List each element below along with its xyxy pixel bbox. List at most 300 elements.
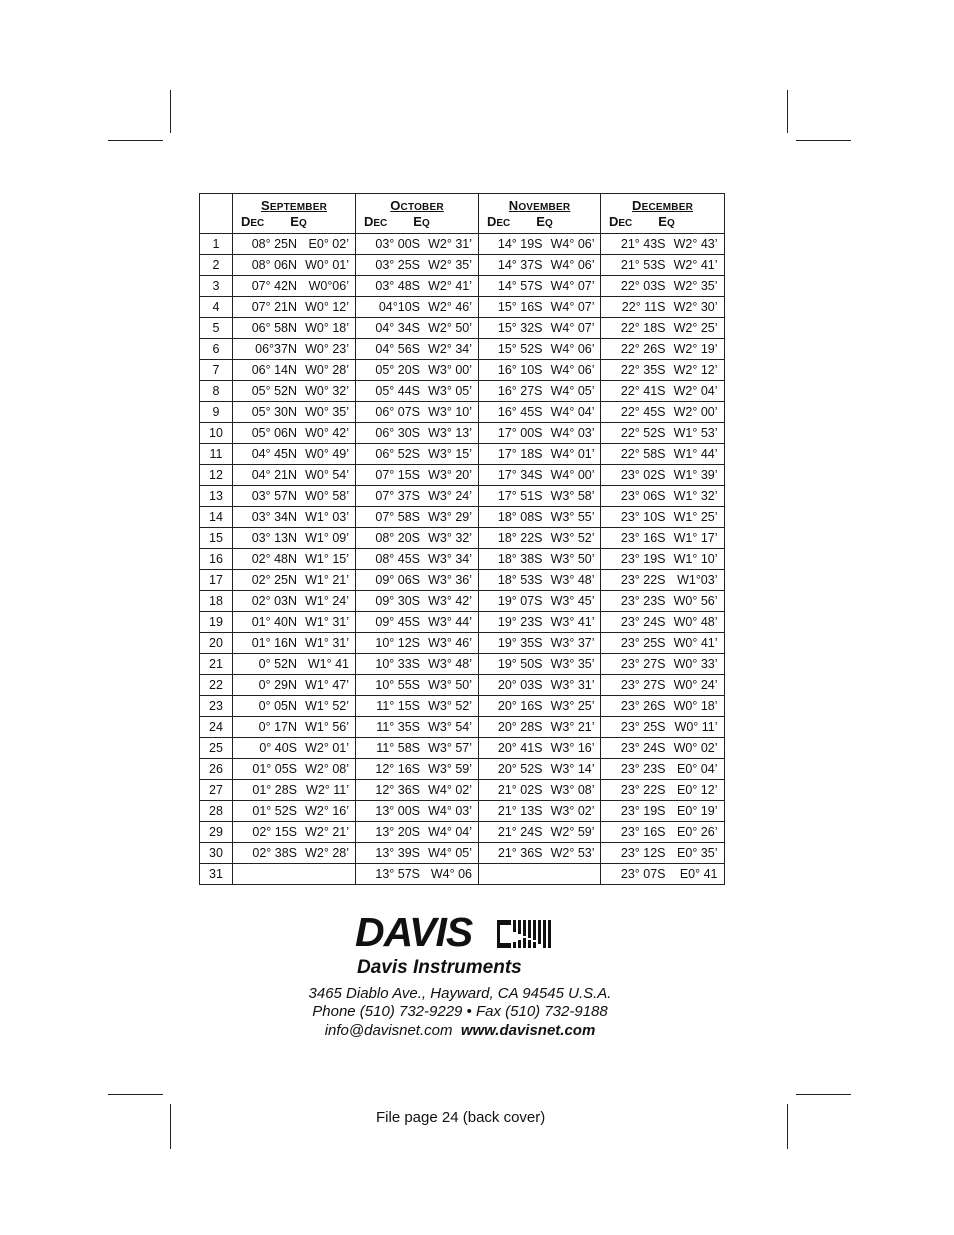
declination-value: 23° 22S bbox=[620, 573, 666, 587]
dec-eq-cell bbox=[233, 465, 356, 486]
crop-mark bbox=[170, 90, 171, 133]
month-header bbox=[601, 194, 725, 234]
table-row bbox=[200, 696, 725, 717]
dec-label: DEC bbox=[609, 214, 633, 229]
declination-value: 20° 41S bbox=[497, 741, 543, 755]
declination-value: 01° 28S bbox=[252, 783, 297, 797]
dec-eq-cell bbox=[233, 528, 356, 549]
declination-value: 20° 16S bbox=[497, 699, 543, 713]
dec-eq-cell bbox=[479, 591, 601, 612]
table-row bbox=[200, 318, 725, 339]
equation-of-time-value: W4° 04’ bbox=[550, 405, 595, 419]
day-number-cell: 25 bbox=[200, 738, 233, 759]
equation-of-time-value: W0° 48’ bbox=[673, 615, 718, 629]
declination-value: 07° 15S bbox=[375, 468, 420, 482]
table-row bbox=[200, 507, 725, 528]
website-link[interactable]: www.davisnet.com bbox=[460, 1022, 596, 1039]
declination-value: 05° 52N bbox=[251, 384, 297, 398]
day-number-cell: 17 bbox=[200, 570, 233, 591]
table-row bbox=[200, 444, 725, 465]
declination-value: 20° 52S bbox=[497, 762, 543, 776]
equation-of-time-value: W1°03’ bbox=[677, 573, 718, 587]
equation-of-time-value: W4° 07’ bbox=[550, 300, 595, 314]
declination-value: 04° 56S bbox=[375, 342, 420, 356]
declination-value: 08° 20S bbox=[375, 531, 420, 545]
declination-value: 05° 20S bbox=[375, 363, 420, 377]
declination-value: 06° 52S bbox=[375, 447, 420, 461]
dec-eq-cell bbox=[601, 864, 725, 885]
equation-of-time-value: W2° 43’ bbox=[673, 237, 718, 251]
dec-eq-cell bbox=[601, 570, 725, 591]
equation-of-time-value: W3° 42’ bbox=[428, 594, 472, 608]
dec-eq-subheader bbox=[356, 215, 478, 231]
declination-value: 23° 24S bbox=[620, 741, 666, 755]
dec-eq-cell bbox=[479, 654, 601, 675]
dec-eq-cell bbox=[233, 591, 356, 612]
table-row bbox=[200, 822, 725, 843]
dec-eq-cell bbox=[356, 738, 479, 759]
declination-value: 23° 19S bbox=[620, 552, 666, 566]
equation-of-time-value: W2° 53’ bbox=[550, 846, 595, 860]
declination-value: 04°10S bbox=[378, 300, 420, 314]
equation-of-time-value: W0° 24’ bbox=[673, 678, 718, 692]
table-row bbox=[200, 381, 725, 402]
dec-eq-cell bbox=[479, 717, 601, 738]
declination-value: 15° 16S bbox=[497, 300, 543, 314]
equation-of-time-value: W1° 32’ bbox=[673, 489, 718, 503]
dec-eq-cell bbox=[233, 318, 356, 339]
declination-value: 11° 15S bbox=[376, 699, 420, 713]
dec-eq-cell bbox=[479, 297, 601, 318]
equation-of-time-value: W2° 41’ bbox=[673, 258, 718, 272]
dec-eq-cell bbox=[356, 339, 479, 360]
dec-eq-cell bbox=[479, 276, 601, 297]
dec-eq-cell bbox=[356, 801, 479, 822]
equation-of-time-value: E0° 26’ bbox=[677, 825, 718, 839]
declination-value: 23° 12S bbox=[620, 846, 666, 860]
crop-mark bbox=[787, 90, 788, 133]
table-row bbox=[200, 801, 725, 822]
dec-eq-cell bbox=[233, 801, 356, 822]
dec-eq-cell bbox=[356, 528, 479, 549]
dec-eq-cell bbox=[479, 780, 601, 801]
email-link[interactable]: info@davisnet.com bbox=[324, 1022, 453, 1039]
day-number-cell: 24 bbox=[200, 717, 233, 738]
table-row bbox=[200, 276, 725, 297]
dec-label: DEC bbox=[241, 214, 265, 229]
declination-value: 23° 16S bbox=[620, 825, 666, 839]
table-row bbox=[200, 297, 725, 318]
dec-eq-subheader bbox=[233, 215, 355, 231]
equation-of-time-value: W1° 44’ bbox=[673, 447, 718, 461]
declination-value: 19° 07S bbox=[497, 594, 543, 608]
equation-of-time-value: W3° 25’ bbox=[550, 699, 595, 713]
declination-value: 17° 51S bbox=[497, 489, 543, 503]
equation-of-time-value: W3° 50’ bbox=[550, 552, 595, 566]
dec-eq-cell bbox=[601, 738, 725, 759]
equation-of-time-value: W3° 24’ bbox=[428, 489, 472, 503]
declination-value: 22° 58S bbox=[620, 447, 666, 461]
dec-eq-cell bbox=[601, 528, 725, 549]
dec-eq-subheader bbox=[479, 215, 600, 231]
dec-eq-cell bbox=[479, 339, 601, 360]
table-body bbox=[200, 234, 725, 885]
declination-value: 01° 52S bbox=[252, 804, 297, 818]
equation-of-time-value: W4° 06’ bbox=[550, 237, 595, 251]
dec-label: DEC bbox=[364, 214, 388, 229]
equation-of-time-value: W3° 31’ bbox=[550, 678, 595, 692]
footer-file-page: File page 24 (back cover) bbox=[376, 1109, 546, 1126]
equation-of-time-value: W0° 23’ bbox=[305, 342, 349, 356]
declination-value: 23° 25S bbox=[620, 720, 666, 734]
equation-of-time-value: W3° 46’ bbox=[428, 636, 472, 650]
equation-of-time-value: W1° 31’ bbox=[305, 615, 349, 629]
equation-of-time-value: W0° 49’ bbox=[305, 447, 349, 461]
declination-value: 13° 39S bbox=[375, 846, 420, 860]
equation-of-time-value: W3° 29’ bbox=[428, 510, 472, 524]
equation-of-time-value: W3° 15’ bbox=[428, 447, 472, 461]
declination-value: 03° 25S bbox=[375, 258, 420, 272]
dec-eq-cell bbox=[479, 864, 601, 885]
dec-eq-cell bbox=[356, 423, 479, 444]
declination-value: 01° 16N bbox=[251, 636, 297, 650]
day-number-cell: 20 bbox=[200, 633, 233, 654]
equation-of-time-value: W4° 01’ bbox=[550, 447, 595, 461]
dec-eq-cell bbox=[356, 633, 479, 654]
table-row bbox=[200, 738, 725, 759]
dec-eq-cell bbox=[601, 360, 725, 381]
equation-of-time-value: W4° 05’ bbox=[550, 384, 595, 398]
dec-eq-cell bbox=[479, 402, 601, 423]
equation-of-time-value: W0° 01’ bbox=[305, 258, 349, 272]
declination-value: 05° 06N bbox=[251, 426, 297, 440]
day-number-cell: 23 bbox=[200, 696, 233, 717]
equation-of-time-value: W4° 05’ bbox=[428, 846, 472, 860]
day-number-cell: 1 bbox=[200, 234, 233, 255]
dec-eq-cell bbox=[601, 717, 725, 738]
month-name: SEPTEMBER bbox=[260, 198, 328, 213]
equation-of-time-value: W1° 10’ bbox=[673, 552, 718, 566]
dec-eq-cell bbox=[601, 486, 725, 507]
equation-of-time-value: W2° 30’ bbox=[673, 300, 718, 314]
day-number-cell: 3 bbox=[200, 276, 233, 297]
declination-value: 0° 52N bbox=[258, 657, 297, 671]
equation-of-time-value: W3° 08’ bbox=[550, 783, 595, 797]
dec-eq-cell bbox=[356, 843, 479, 864]
day-number-cell: 29 bbox=[200, 822, 233, 843]
day-number-cell: 16 bbox=[200, 549, 233, 570]
declination-value: 08° 45S bbox=[375, 552, 420, 566]
dec-eq-cell bbox=[233, 486, 356, 507]
declination-value: 10° 12S bbox=[375, 636, 420, 650]
table-row bbox=[200, 402, 725, 423]
dec-eq-cell bbox=[479, 423, 601, 444]
declination-value: 17° 18S bbox=[497, 447, 543, 461]
declination-value: 23° 27S bbox=[620, 657, 666, 671]
dec-eq-cell bbox=[356, 381, 479, 402]
equation-of-time-value: W1° 21’ bbox=[305, 573, 349, 587]
table-row bbox=[200, 486, 725, 507]
dec-eq-cell bbox=[233, 234, 356, 255]
table-row bbox=[200, 465, 725, 486]
table-header-row bbox=[200, 194, 725, 234]
table-row bbox=[200, 339, 725, 360]
dec-eq-cell bbox=[233, 675, 356, 696]
declination-value: 12° 16S bbox=[375, 762, 420, 776]
dec-eq-cell bbox=[601, 822, 725, 843]
equation-of-time-value: W4° 03’ bbox=[550, 426, 595, 440]
day-number-cell: 6 bbox=[200, 339, 233, 360]
dec-eq-cell bbox=[233, 276, 356, 297]
equation-of-time-value: W3° 00’ bbox=[428, 363, 472, 377]
declination-value: 06° 30S bbox=[375, 426, 420, 440]
dec-eq-cell bbox=[356, 675, 479, 696]
day-number-cell: 31 bbox=[200, 864, 233, 885]
company-phone-fax: Phone (510) 732-9229 • Fax (510) 732-9188 bbox=[312, 1003, 608, 1020]
table-row bbox=[200, 255, 725, 276]
day-number-cell: 27 bbox=[200, 780, 233, 801]
day-column-header bbox=[200, 194, 233, 234]
brand-name: Davis Instruments bbox=[357, 957, 522, 978]
declination-value: 14° 37S bbox=[497, 258, 543, 272]
declination-value: 02° 03N bbox=[251, 594, 297, 608]
equation-of-time-value: W4° 06’ bbox=[550, 342, 595, 356]
declination-value: 02° 48N bbox=[251, 552, 297, 566]
day-number-cell: 10 bbox=[200, 423, 233, 444]
equation-of-time-value: W3° 10’ bbox=[428, 405, 472, 419]
declination-value: 23° 23S bbox=[620, 762, 666, 776]
equation-of-time-value: E0° 41 bbox=[679, 867, 718, 881]
dec-eq-cell bbox=[601, 612, 725, 633]
equation-of-time-value: W1° 15’ bbox=[305, 552, 349, 566]
equation-of-time-value: W0° 33’ bbox=[673, 657, 718, 671]
dec-eq-cell bbox=[601, 465, 725, 486]
declination-value: 18° 08S bbox=[497, 510, 543, 524]
declination-value: 04° 21N bbox=[251, 468, 297, 482]
equation-of-time-value: W1° 56’ bbox=[305, 720, 349, 734]
declination-value: 0° 29N bbox=[258, 678, 297, 692]
dec-eq-cell bbox=[601, 234, 725, 255]
declination-value: 09° 06S bbox=[375, 573, 420, 587]
declination-value: 12° 36S bbox=[375, 783, 420, 797]
dec-eq-cell bbox=[479, 759, 601, 780]
dec-eq-cell bbox=[601, 402, 725, 423]
equation-of-time-value: W0° 41’ bbox=[673, 636, 718, 650]
dec-eq-cell bbox=[479, 318, 601, 339]
dec-eq-cell bbox=[479, 843, 601, 864]
day-number-cell: 13 bbox=[200, 486, 233, 507]
dec-eq-cell bbox=[601, 339, 725, 360]
declination-value: 06°37N bbox=[255, 342, 297, 356]
equation-of-time-value: W1° 25’ bbox=[673, 510, 718, 524]
declination-value: 23° 19S bbox=[620, 804, 666, 818]
dec-eq-cell bbox=[356, 612, 479, 633]
dec-eq-subheader bbox=[601, 215, 724, 231]
equation-of-time-value: W1° 17’ bbox=[673, 531, 718, 545]
dec-eq-cell bbox=[479, 570, 601, 591]
dec-eq-cell bbox=[601, 507, 725, 528]
table-row bbox=[200, 759, 725, 780]
equation-of-time-value: W2° 19’ bbox=[673, 342, 718, 356]
declination-value: 03° 34N bbox=[251, 510, 297, 524]
declination-value: 23° 26S bbox=[620, 699, 666, 713]
declination-value: 05° 30N bbox=[251, 405, 297, 419]
declination-value: 19° 23S bbox=[497, 615, 543, 629]
declination-value: 03° 00S bbox=[375, 237, 420, 251]
declination-value: 01° 05S bbox=[252, 762, 297, 776]
equation-of-time-value: W0° 56’ bbox=[673, 594, 718, 608]
table-row bbox=[200, 654, 725, 675]
declination-value: 0° 05N bbox=[258, 699, 297, 713]
declination-value: 22° 35S bbox=[620, 363, 666, 377]
dec-eq-cell bbox=[356, 717, 479, 738]
equation-of-time-value: W1° 47’ bbox=[305, 678, 349, 692]
equation-of-time-value: W3° 59’ bbox=[428, 762, 472, 776]
crop-mark bbox=[796, 140, 851, 141]
equation-of-time-value: W4° 07’ bbox=[550, 279, 595, 293]
equation-of-time-value: W0° 58’ bbox=[305, 489, 349, 503]
day-number-cell: 28 bbox=[200, 801, 233, 822]
dec-eq-cell bbox=[356, 255, 479, 276]
equation-of-time-value: W0° 54’ bbox=[305, 468, 349, 482]
equation-of-time-value: E0° 12’ bbox=[677, 783, 718, 797]
dec-eq-cell bbox=[233, 612, 356, 633]
declination-value: 03° 48S bbox=[375, 279, 420, 293]
dec-eq-cell bbox=[356, 864, 479, 885]
dec-eq-cell bbox=[601, 276, 725, 297]
dec-eq-cell bbox=[601, 759, 725, 780]
day-number-cell: 7 bbox=[200, 360, 233, 381]
declination-value: 07° 42N bbox=[251, 279, 297, 293]
declination-value: 21° 24S bbox=[497, 825, 543, 839]
declination-value: 23° 22S bbox=[620, 783, 666, 797]
declination-value: 02° 15S bbox=[252, 825, 297, 839]
declination-value: 22° 11S bbox=[621, 300, 666, 314]
day-number-cell: 12 bbox=[200, 465, 233, 486]
declination-value: 19° 50S bbox=[497, 657, 543, 671]
month-name: OCTOBER bbox=[390, 198, 444, 213]
declination-value: 22° 26S bbox=[620, 342, 666, 356]
day-number-cell: 5 bbox=[200, 318, 233, 339]
equation-of-time-value: W1° 52’ bbox=[305, 699, 349, 713]
day-number-cell: 30 bbox=[200, 843, 233, 864]
dec-eq-cell bbox=[233, 696, 356, 717]
equation-of-time-value: W4° 06 bbox=[430, 867, 472, 881]
equation-of-time-value: W0° 18’ bbox=[305, 321, 349, 335]
equation-of-time-value: W2° 34’ bbox=[428, 342, 472, 356]
dec-eq-cell bbox=[479, 696, 601, 717]
declination-value: 02° 25N bbox=[251, 573, 297, 587]
declination-value: 23° 06S bbox=[620, 489, 666, 503]
equation-of-time-value: W4° 03’ bbox=[428, 804, 472, 818]
dec-eq-cell bbox=[601, 801, 725, 822]
equation-of-time-value: W3° 50’ bbox=[428, 678, 472, 692]
equation-of-time-value: W1° 41 bbox=[307, 657, 349, 671]
dec-eq-cell bbox=[233, 822, 356, 843]
declination-value: 10° 33S bbox=[375, 657, 420, 671]
table-row bbox=[200, 528, 725, 549]
month-name: DECEMBER bbox=[632, 198, 693, 213]
day-number-cell: 9 bbox=[200, 402, 233, 423]
equation-of-time-value: W4° 07’ bbox=[550, 321, 595, 335]
declination-value: 15° 32S bbox=[497, 321, 543, 335]
eq-label: EQ bbox=[536, 214, 553, 229]
declination-value: 03° 13N bbox=[251, 531, 297, 545]
dec-eq-cell bbox=[233, 570, 356, 591]
declination-value: 06° 14N bbox=[251, 363, 297, 377]
table-row bbox=[200, 780, 725, 801]
dec-eq-cell bbox=[233, 507, 356, 528]
dec-eq-cell bbox=[356, 780, 479, 801]
company-address: 3465 Diablo Ave., Hayward, CA 94545 U.S.A. bbox=[308, 985, 612, 1002]
declination-value: 18° 22S bbox=[497, 531, 543, 545]
dec-eq-cell bbox=[233, 780, 356, 801]
declination-value: 17° 34S bbox=[497, 468, 543, 482]
declination-value: 18° 38S bbox=[497, 552, 543, 566]
equation-of-time-value: W4° 02’ bbox=[428, 783, 472, 797]
day-number-cell: 21 bbox=[200, 654, 233, 675]
declination-value: 19° 35S bbox=[497, 636, 543, 650]
equation-of-time-value: W0° 28’ bbox=[305, 363, 349, 377]
declination-value: 23° 02S bbox=[620, 468, 666, 482]
month-header bbox=[479, 194, 601, 234]
declination-value: 13° 20S bbox=[375, 825, 420, 839]
declination-value: 23° 25S bbox=[620, 636, 666, 650]
equation-of-time-value: W3° 48’ bbox=[550, 573, 595, 587]
dec-eq-cell bbox=[479, 822, 601, 843]
dec-eq-cell bbox=[233, 738, 356, 759]
dec-eq-cell bbox=[356, 318, 479, 339]
dec-eq-cell bbox=[479, 801, 601, 822]
day-number-cell: 4 bbox=[200, 297, 233, 318]
dec-eq-cell bbox=[479, 675, 601, 696]
crop-mark bbox=[796, 1094, 851, 1095]
equation-of-time-value: W4° 06’ bbox=[550, 258, 595, 272]
equation-of-time-value: W1° 39’ bbox=[673, 468, 718, 482]
equation-of-time-value: W4° 04’ bbox=[428, 825, 472, 839]
equation-of-time-value: W3° 57’ bbox=[428, 741, 472, 755]
table-row bbox=[200, 843, 725, 864]
declination-value: 15° 52S bbox=[497, 342, 543, 356]
equation-of-time-value: W3° 48’ bbox=[428, 657, 472, 671]
dec-eq-cell bbox=[479, 465, 601, 486]
day-number-cell: 18 bbox=[200, 591, 233, 612]
equation-of-time-value: W3° 52’ bbox=[550, 531, 595, 545]
eq-label: EQ bbox=[658, 214, 675, 229]
dec-eq-cell bbox=[356, 360, 479, 381]
declination-value: 10° 55S bbox=[375, 678, 420, 692]
crop-mark bbox=[108, 1094, 163, 1095]
dec-eq-cell bbox=[479, 528, 601, 549]
declination-value: 06° 58N bbox=[251, 321, 297, 335]
dec-eq-cell bbox=[479, 486, 601, 507]
equation-of-time-value: W3° 02’ bbox=[550, 804, 595, 818]
declination-value: 13° 00S bbox=[375, 804, 420, 818]
equation-of-time-value: W2° 35’ bbox=[673, 279, 718, 293]
dec-eq-cell bbox=[601, 675, 725, 696]
dec-eq-cell bbox=[356, 465, 479, 486]
declination-value: 22° 18S bbox=[620, 321, 666, 335]
equation-of-time-value: W3° 05’ bbox=[428, 384, 472, 398]
dec-eq-cell bbox=[356, 234, 479, 255]
equation-of-time-value: W3° 37’ bbox=[550, 636, 595, 650]
month-header bbox=[356, 194, 479, 234]
declination-value: 20° 28S bbox=[497, 720, 543, 734]
day-number-cell: 2 bbox=[200, 255, 233, 276]
table-row bbox=[200, 675, 725, 696]
dec-eq-cell bbox=[601, 591, 725, 612]
declination-value: 09° 45S bbox=[375, 615, 420, 629]
